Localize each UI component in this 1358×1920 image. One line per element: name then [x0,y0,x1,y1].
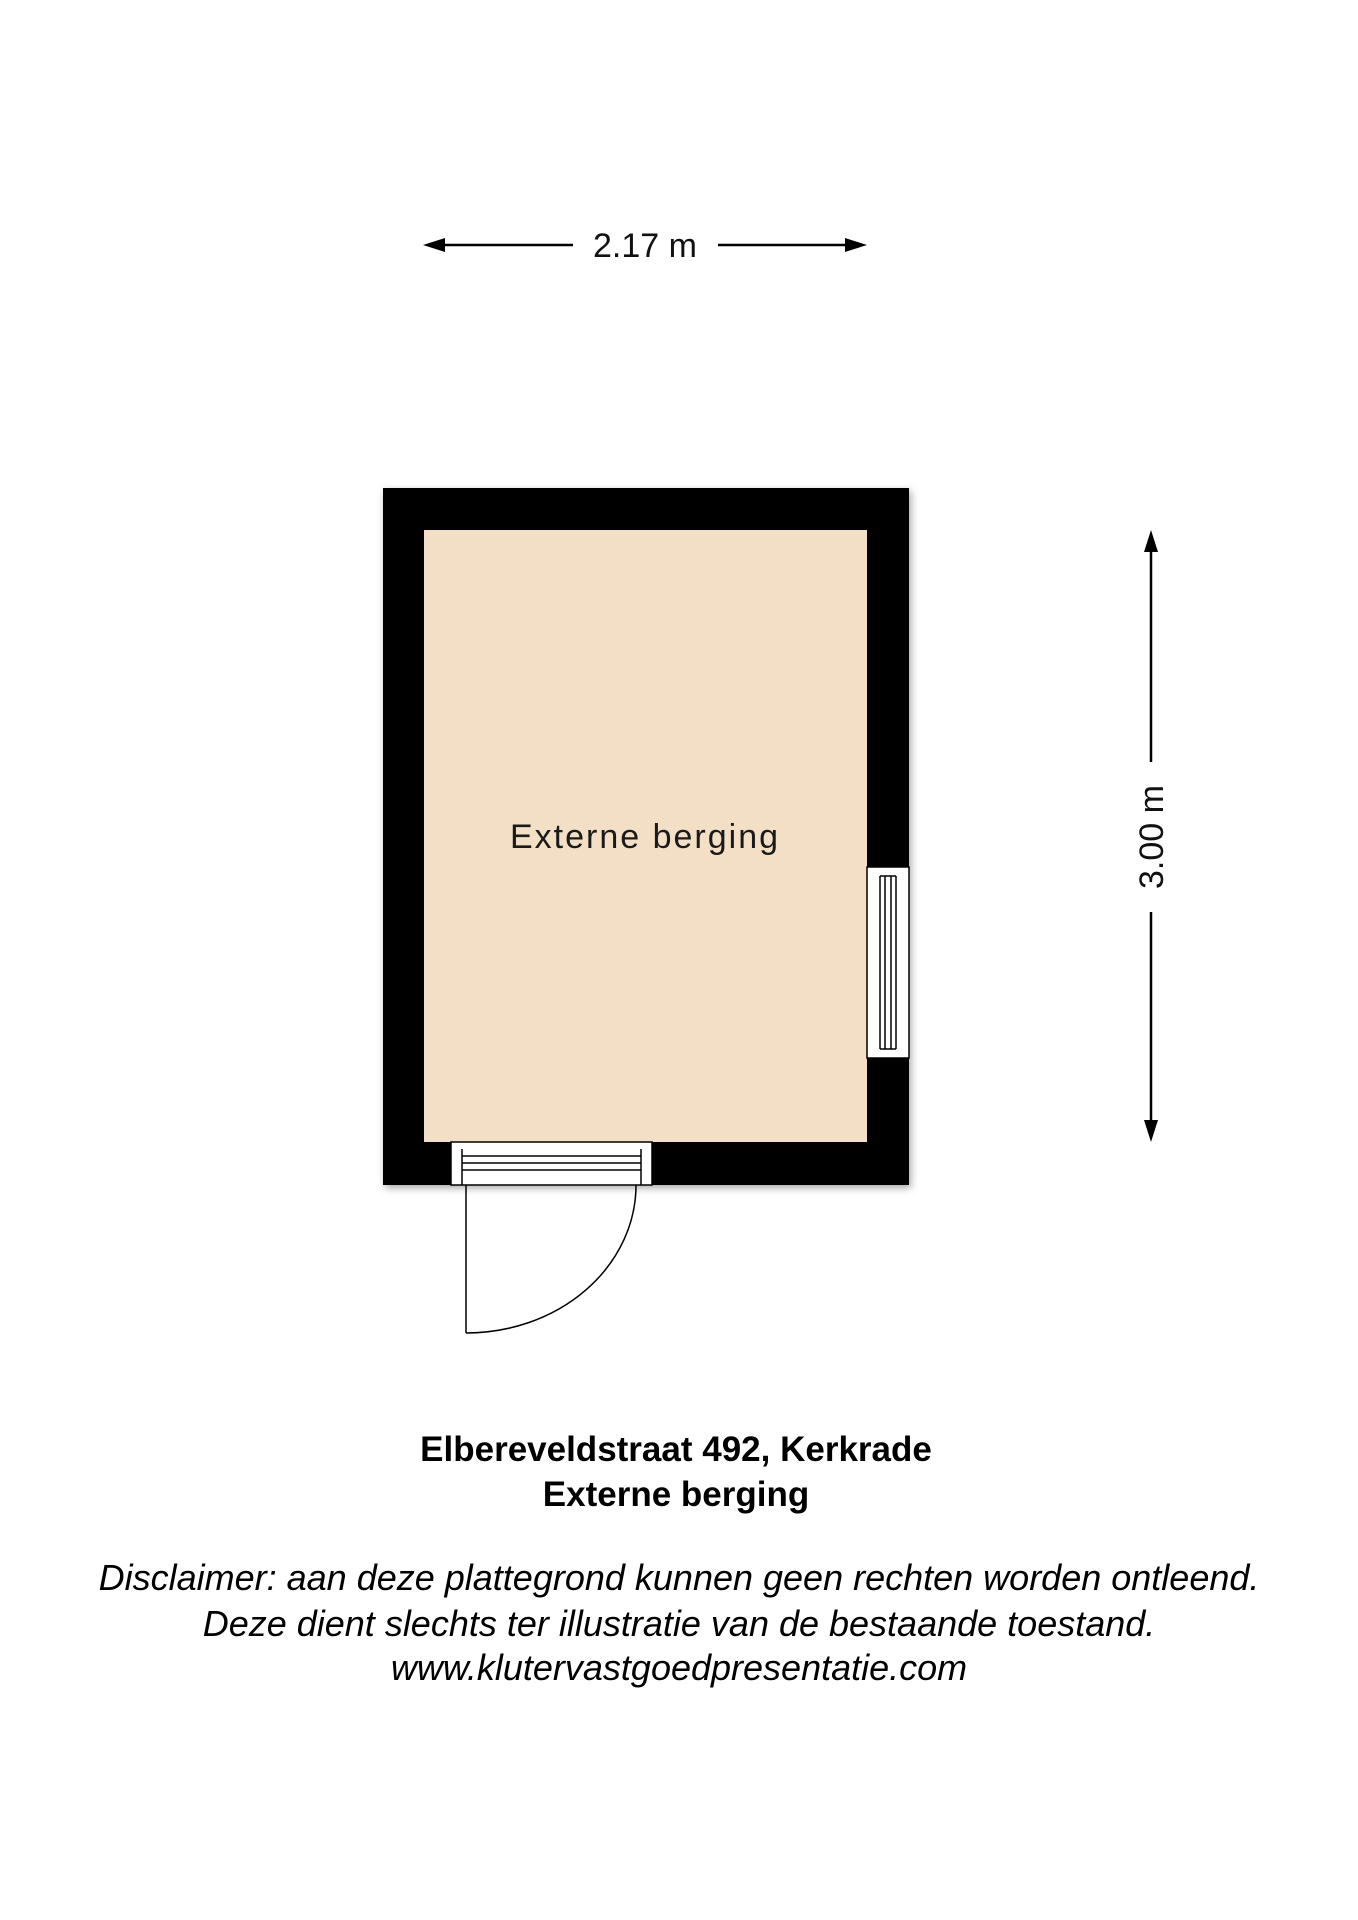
floor-title: Externe berging [542,1475,810,1514]
window-frame [867,867,909,1058]
height-dimension [1133,530,1171,1142]
door [451,1142,652,1333]
window [867,867,909,1058]
height-arrow-down-icon [1144,1120,1158,1142]
disclaimer-website: www.klutervastgoedpresentatie.com [390,1647,968,1688]
disclaimer-line-2: Deze dient slechts ter illustratie van de bestaande toestand. [202,1603,1156,1644]
caption [420,1430,932,1514]
width-arrow-right-icon [845,238,867,252]
disclaimer-line-1: Disclaimer: aan deze plattegrond kunnen geen rechten worden ontleend. [98,1557,1260,1598]
door-swing-arc [466,1185,636,1333]
room [383,488,909,1185]
width-dimension [423,227,867,265]
width-dimension-label: 2.17 m [593,227,697,265]
address-title: Elbereveldstraat 492, Kerkrade [420,1430,932,1469]
height-dimension-label: 3.00 m [1133,785,1171,889]
disclaimer [99,1557,1260,1688]
room-label: Externe berging [509,818,781,856]
